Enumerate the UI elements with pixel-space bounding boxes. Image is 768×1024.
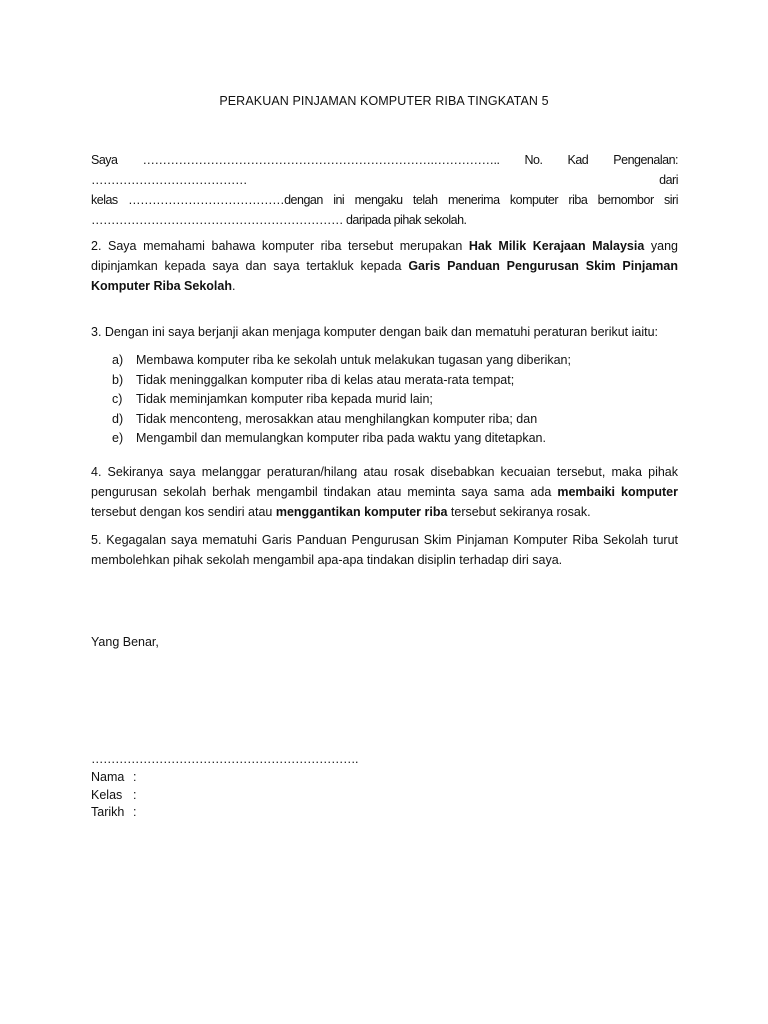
- ownership-text-b: yang dipinjamkan kepada saya dan saya tertakluk kepada: [91, 239, 678, 273]
- list-item-label: c): [112, 392, 123, 406]
- paragraph-ownership: [91, 236, 678, 296]
- field-label: Kelas: [91, 787, 123, 802]
- list-item-label: a): [112, 353, 124, 367]
- field-separator: :: [133, 770, 137, 784]
- liability-bold-a: membaiki komputer: [557, 485, 678, 499]
- list-item: [112, 429, 672, 449]
- field-tarikh: [91, 804, 136, 822]
- list-item: [112, 390, 672, 410]
- list-item-text: Tidak meninggalkan komputer riba di kelas atau merata-rata tempat;: [136, 372, 515, 387]
- ownership-bold-a: Hak Milik Kerajaan Malaysia: [468, 239, 645, 253]
- list-item-text: Membawa komputer riba ke sekolah untuk melakukan tugasan yang diberikan;: [136, 353, 571, 367]
- liability-bold-b: menggantikan komputer riba: [275, 505, 448, 519]
- list-item-text: Tidak meminjamkan komputer riba kepada murid lain;: [136, 392, 433, 406]
- list-item-label: e): [112, 431, 124, 445]
- field-kelas: [91, 787, 136, 805]
- signatory-fields: [91, 769, 136, 822]
- document-title: PERAKUAN PINJAMAN KOMPUTER RIBA TINGKATAN 5: [219, 94, 549, 108]
- rules-list: [112, 351, 672, 449]
- field-nama: [91, 769, 136, 787]
- paragraph-discipline: 5. Kegagalan saya mematuhi Garis Panduan Pengurusan Skim Pinjaman Komputer Riba Sekolah turut membolehkan pihak sekolah mengambil apa-apa tindakan disiplin terhadap diri saya.: [91, 533, 678, 567]
- list-item-text: Mengambil dan memulangkan komputer riba pada waktu yang ditetapkan.: [136, 431, 546, 445]
- paragraph-declaration: [91, 150, 678, 230]
- list-item: [112, 351, 672, 371]
- list-item: [112, 371, 672, 391]
- ownership-bold-b: Garis Panduan Pengurusan Skim Pinjaman Komputer Riba Sekolah: [91, 259, 678, 293]
- field-separator: :: [133, 805, 137, 819]
- list-item: [112, 410, 672, 430]
- paragraph-rules-intro: 3. Dengan ini saya berjanji akan menjaga komputer dengan baik dan mematuhi peraturan berikut iaitu:: [91, 325, 659, 339]
- field-label: Tarikh: [91, 805, 125, 819]
- signature-line: ………………………………………………………….: [91, 752, 358, 766]
- declaration-line-3: ……………………………………………………… daripada pihak sekolah.: [91, 213, 467, 227]
- liability-text-c: tersebut sekiranya rosak.: [447, 505, 591, 519]
- field-label: Nama: [91, 770, 125, 784]
- paragraph-liability: [91, 462, 678, 522]
- ownership-text-c: .: [232, 279, 236, 293]
- list-item-text: Tidak menconteng, merosakkan atau menghilangkan komputer riba; dan: [136, 411, 538, 426]
- list-item-label: d): [112, 411, 124, 426]
- ownership-text-a: 2. Saya memahami bahawa komputer riba tersebut merupakan: [91, 239, 469, 253]
- list-item-label: b): [112, 372, 124, 387]
- liability-text-b: tersebut dengan kos sendiri atau: [91, 505, 276, 519]
- declaration-line-1: Saya ……………………………………………………………….…………….. No. Kad Pengenalan: ………………………………… dari: [91, 153, 678, 187]
- closing-salutation: Yang Benar,: [91, 635, 159, 649]
- liability-text-a: 4. Sekiranya saya melanggar peraturan/hilang atau rosak disebabkan kecuaian tersebut, maka pihak pengurusan sekolah berhak mengambil tindakan atau meminta saya sama ada: [91, 465, 678, 499]
- field-separator: :: [133, 787, 137, 802]
- declaration-line-2: kelas …………………………………dengan ini mengaku telah menerima komputer riba bernombor siri: [91, 193, 678, 207]
